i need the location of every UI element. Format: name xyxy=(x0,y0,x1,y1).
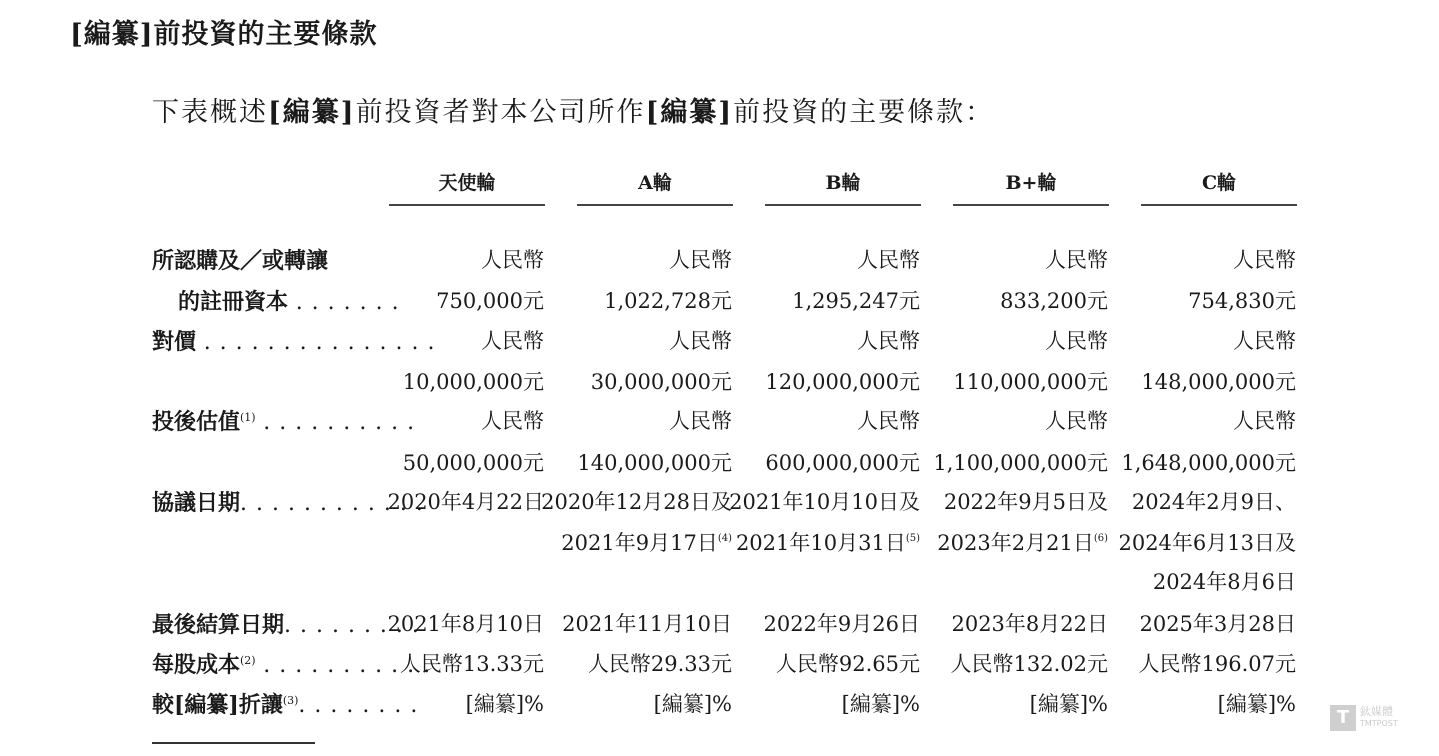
leader-dots: . . . . . . . . . . xyxy=(263,410,416,435)
footnote-ref: (5) xyxy=(905,533,920,544)
column-header-angel: 天使輪 xyxy=(389,168,545,206)
agreement-date-text: 2021年9月17日 xyxy=(561,531,718,555)
footnote-ref: (3) xyxy=(282,694,299,707)
cell-valuation: 600,000,000元 xyxy=(765,451,920,475)
leader-dots: . . . . . . . . . . . xyxy=(263,653,432,678)
cell-settlement-date: 2022年9月26日 xyxy=(763,612,920,636)
cell-rmb: 人民幣 xyxy=(481,329,544,353)
cell-agreement-date-line2: 2024年6月13日及 xyxy=(1118,531,1296,555)
cell-consideration: 110,000,000元 xyxy=(953,370,1108,394)
watermark-text: 鈦媒體 xyxy=(1360,705,1393,718)
label-subscribed-text: 的註冊資本 xyxy=(178,289,289,315)
cell-valuation: 1,648,000,000元 xyxy=(1121,451,1296,475)
label-discount-text: 較[編纂]折讓 xyxy=(152,692,283,718)
cell-cost: 人民幣132.02元 xyxy=(950,652,1108,676)
leader-dots: . . . . . . . . . . . . . . . xyxy=(203,330,436,355)
cell-capital: 833,200元 xyxy=(1000,289,1108,313)
cell-rmb: 人民幣 xyxy=(1233,329,1296,353)
watermark-logo xyxy=(1330,702,1430,734)
cell-consideration: 120,000,000元 xyxy=(765,370,920,394)
footnote-ref: (4) xyxy=(717,533,732,544)
cell-settlement-date: 2021年8月10日 xyxy=(387,612,544,636)
cell-consideration: 148,000,000元 xyxy=(1141,370,1296,394)
cell-settlement-date: 2025年3月28日 xyxy=(1139,612,1296,636)
cell-discount: [編纂]% xyxy=(465,692,544,716)
intro-redacted-2: [編纂] xyxy=(645,97,734,128)
label-cost-text: 每股成本 xyxy=(152,652,241,678)
label-subscribed-line1: 所認購及／或轉讓 xyxy=(152,248,329,274)
cell-rmb: 人民幣 xyxy=(1045,248,1108,272)
cell-discount: [編纂]% xyxy=(1029,692,1108,716)
cell-agreement-date: 2020年4月22日 xyxy=(387,490,544,514)
cell-capital: 750,000元 xyxy=(436,289,544,313)
intro-redacted-1: [編纂] xyxy=(268,97,356,128)
section-title: [編纂]前投資的主要條款 xyxy=(70,19,378,50)
cell-agreement-date: 2022年9月5日及 xyxy=(943,490,1108,514)
cell-rmb: 人民幣 xyxy=(857,248,920,272)
cell-consideration: 30,000,000元 xyxy=(590,370,732,394)
footnote-ref: (1) xyxy=(240,411,256,424)
cell-rmb: 人民幣 xyxy=(857,329,920,353)
intro-text-1: 下表概述 xyxy=(152,97,268,128)
cell-discount: [編纂]% xyxy=(653,692,732,716)
cell-cost: 人民幣29.33元 xyxy=(587,652,732,676)
cell-settlement-date: 2023年8月22日 xyxy=(951,612,1108,636)
watermark-mark-icon: T xyxy=(1330,705,1356,731)
agreement-date-text: 2023年2月21日 xyxy=(937,531,1094,555)
footnote-divider xyxy=(152,742,315,744)
footnote-ref: (2) xyxy=(240,654,256,667)
cell-rmb: 人民幣 xyxy=(481,248,544,272)
watermark-text-block xyxy=(1360,706,1398,730)
cell-rmb: 人民幣 xyxy=(1045,329,1108,353)
footnote-ref: (6) xyxy=(1093,533,1108,544)
cell-rmb: 人民幣 xyxy=(1045,409,1108,433)
agreement-date-text: 2021年10月31日 xyxy=(735,531,906,555)
cell-rmb: 人民幣 xyxy=(669,409,732,433)
label-consideration-text: 對價 xyxy=(152,329,197,355)
cell-agreement-date: 2020年12月28日及 xyxy=(541,490,732,514)
leader-dots: . . . . . . . . xyxy=(298,693,419,718)
cell-agreement-date-line3: 2024年8月6日 xyxy=(1152,570,1296,594)
cell-rmb: 人民幣 xyxy=(1233,248,1296,272)
cell-capital: 1,295,247元 xyxy=(792,289,920,313)
cell-cost: 人民幣92.65元 xyxy=(775,652,920,676)
leader-dots: . . . . . . . . . . . . xyxy=(240,491,424,516)
intro-text-3: 前投資的主要條款： xyxy=(733,97,995,128)
cell-discount: [編纂]% xyxy=(1217,692,1296,716)
cell-consideration: 10,000,000元 xyxy=(402,370,544,394)
cell-valuation: 50,000,000元 xyxy=(402,451,544,475)
leader-dots: . . . . . . . . . xyxy=(284,613,420,638)
cell-rmb: 人民幣 xyxy=(669,329,732,353)
column-header-bplus: B+輪 xyxy=(953,168,1109,206)
cell-valuation: 1,100,000,000元 xyxy=(933,451,1108,475)
cell-capital: 754,830元 xyxy=(1188,289,1296,313)
cell-cost: 人民幣196.07元 xyxy=(1138,652,1296,676)
watermark-subtext: TMTPOST xyxy=(1360,719,1398,728)
cell-capital: 1,022,728元 xyxy=(604,289,732,313)
intro-paragraph xyxy=(152,90,994,129)
column-header-b: B輪 xyxy=(765,168,921,206)
label-valuation-text: 投後估值 xyxy=(152,409,241,435)
column-header-c: C輪 xyxy=(1141,168,1297,206)
cell-agreement-date: 2021年10月10日及 xyxy=(729,490,920,514)
cell-discount: [編纂]% xyxy=(841,692,920,716)
cell-rmb: 人民幣 xyxy=(669,248,732,272)
cell-settlement-date: 2021年11月10日 xyxy=(562,612,732,636)
leader-dots: . . . . . . . xyxy=(295,290,400,315)
column-header-a: A輪 xyxy=(577,168,733,206)
label-settlement-text: 最後結算日期 xyxy=(152,612,285,638)
label-agreement-text: 協議日期 xyxy=(152,490,241,516)
cell-valuation: 140,000,000元 xyxy=(577,451,732,475)
cell-cost: 人民幣13.33元 xyxy=(399,652,544,676)
intro-text-2: 前投資者對本公司所作 xyxy=(355,97,646,128)
cell-rmb: 人民幣 xyxy=(1233,409,1296,433)
cell-agreement-date: 2024年2月9日、 xyxy=(1131,490,1296,514)
cell-rmb: 人民幣 xyxy=(481,409,544,433)
cell-rmb: 人民幣 xyxy=(857,409,920,433)
